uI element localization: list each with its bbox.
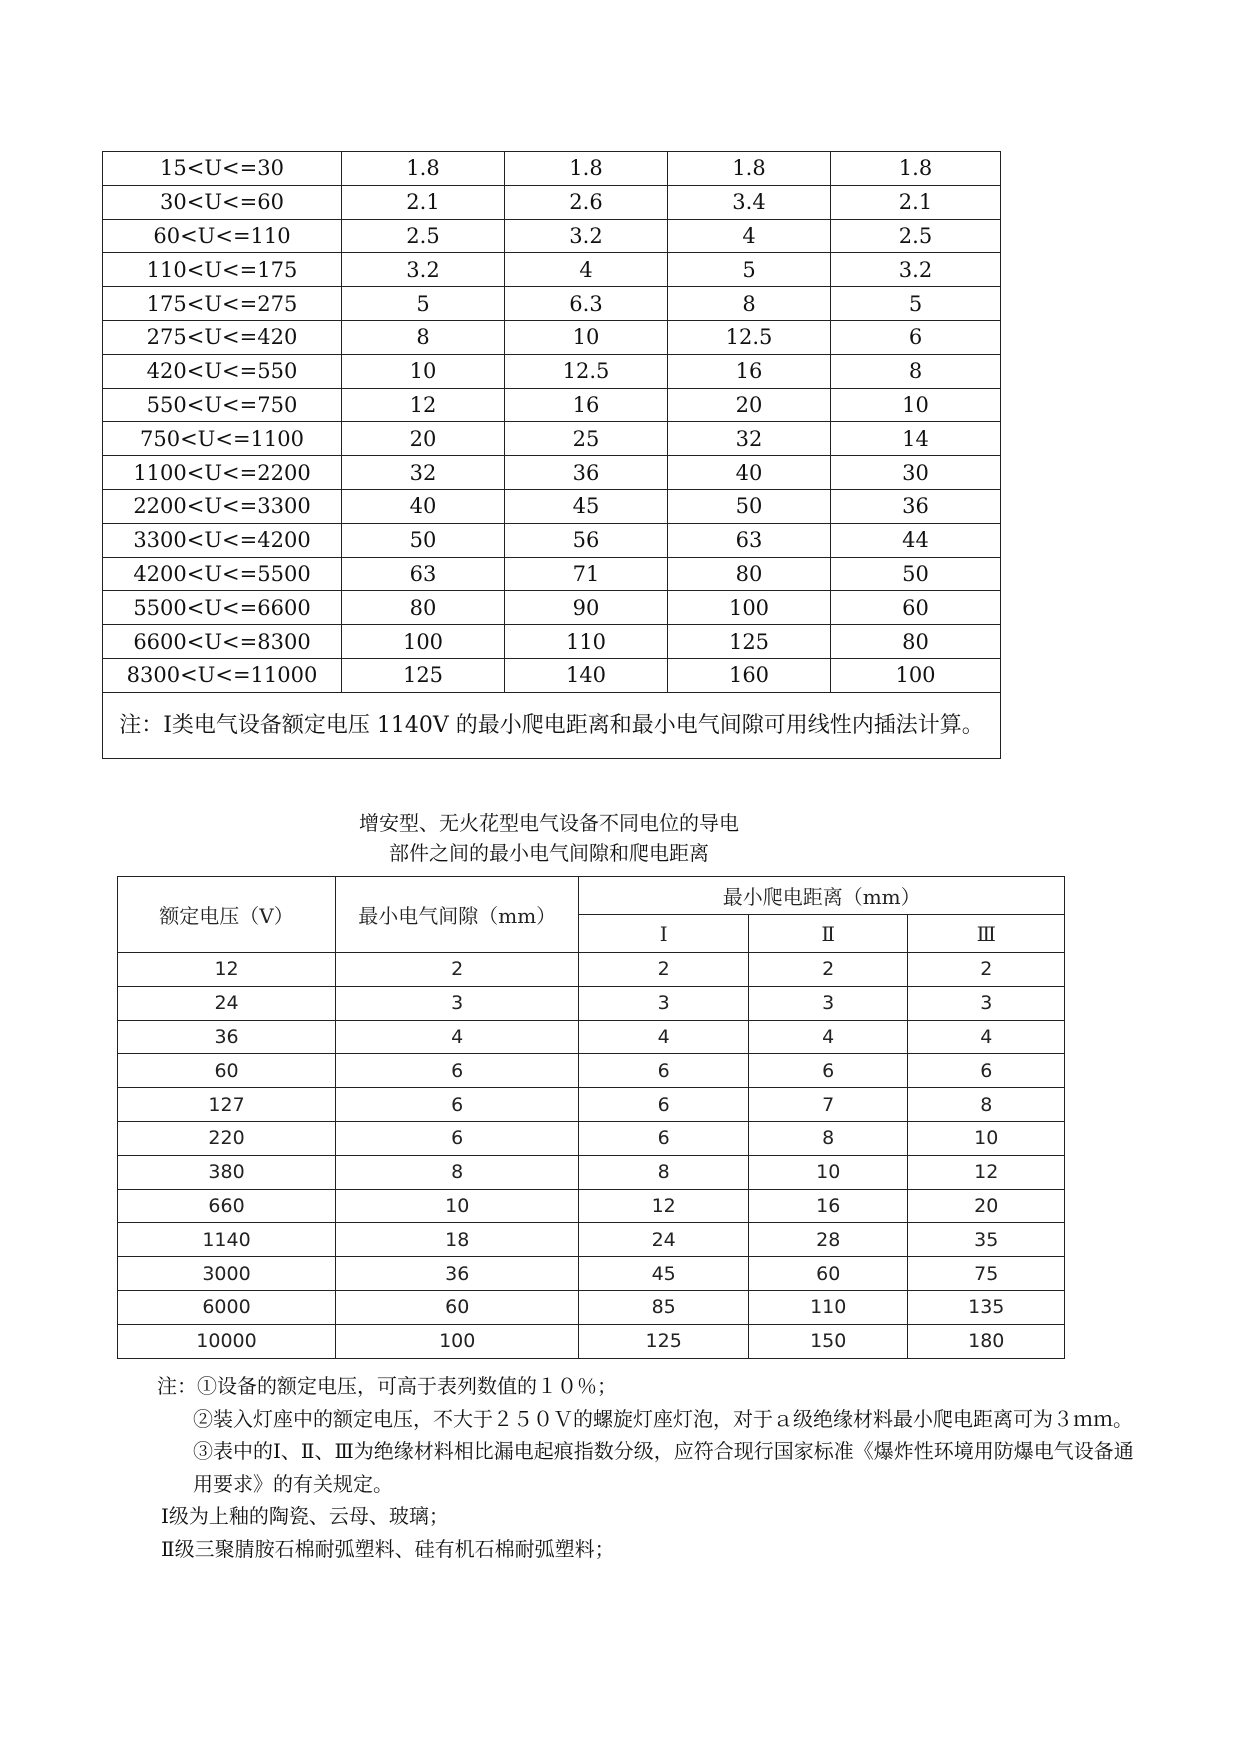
table-cell: 90 xyxy=(505,591,668,625)
table-cell: 5 xyxy=(668,253,831,287)
table-cell: 45 xyxy=(505,489,668,523)
table2-header-row xyxy=(118,877,1065,915)
table-cell: 2 xyxy=(336,953,579,987)
table-cell: 20 xyxy=(342,422,505,456)
table-row xyxy=(103,354,1001,388)
table-cell: 1.8 xyxy=(668,152,831,186)
table-cell: 6 xyxy=(831,320,1001,354)
table-cell: 220 xyxy=(118,1121,336,1155)
table-cell: 20 xyxy=(668,388,831,422)
table-cell: 7 xyxy=(748,1088,908,1122)
table-cell: 275<U<=420 xyxy=(103,320,342,354)
voltage-header: 额定电压（V） xyxy=(118,877,336,953)
table-cell: 5 xyxy=(831,287,1001,321)
table-cell: 24 xyxy=(118,986,336,1020)
table-cell: 6600<U<=8300 xyxy=(103,625,342,659)
creepage-header: 最小爬电距离（mm） xyxy=(579,877,1065,915)
table-cell: 3300<U<=4200 xyxy=(103,523,342,557)
grade-header-iii: Ⅲ xyxy=(908,915,1065,953)
table-cell: 6 xyxy=(579,1121,749,1155)
table-cell: 56 xyxy=(505,523,668,557)
table-cell: 4 xyxy=(579,1020,749,1054)
table-cell: 127 xyxy=(118,1088,336,1122)
table-row xyxy=(103,591,1001,625)
table-row xyxy=(118,1088,1065,1122)
table-cell: 12.5 xyxy=(505,354,668,388)
table-cell: 10 xyxy=(748,1155,908,1189)
table-cell: 6000 xyxy=(118,1290,336,1324)
table-cell: 3 xyxy=(579,986,749,1020)
table-cell: 32 xyxy=(342,456,505,490)
table-cell: 420<U<=550 xyxy=(103,354,342,388)
table-cell: 8300<U<=11000 xyxy=(103,658,342,692)
table-cell: 12 xyxy=(118,953,336,987)
table-cell: 135 xyxy=(908,1290,1065,1324)
table-row xyxy=(118,1189,1065,1223)
table-cell: 8 xyxy=(579,1155,749,1189)
table-cell: 2.5 xyxy=(831,219,1001,253)
table-cell: 10000 xyxy=(118,1324,336,1358)
table-cell: 2 xyxy=(748,953,908,987)
table-cell: 4 xyxy=(336,1020,579,1054)
table-cell: 175<U<=275 xyxy=(103,287,342,321)
table-cell: 12.5 xyxy=(668,320,831,354)
table-cell: 24 xyxy=(579,1223,749,1257)
table-row xyxy=(103,185,1001,219)
table-cell: 80 xyxy=(668,557,831,591)
table-cell: 380 xyxy=(118,1155,336,1189)
note-2: ②装入灯座中的额定电压，不大于２５０Ｖ的螺旋灯座灯泡，对于ａ级绝缘材料最小爬电距离可为３ｍｍ。 xyxy=(193,1406,1133,1431)
table-cell: 2 xyxy=(579,953,749,987)
table-cell: 1.8 xyxy=(831,152,1001,186)
table-cell: 3.2 xyxy=(342,253,505,287)
table-cell: 30 xyxy=(831,456,1001,490)
table-cell: 15<U<=30 xyxy=(103,152,342,186)
table-cell: 20 xyxy=(908,1189,1065,1223)
table-cell: 5 xyxy=(342,287,505,321)
table-cell: 6 xyxy=(336,1121,579,1155)
table-cell: 5500<U<=6600 xyxy=(103,591,342,625)
table-row xyxy=(103,489,1001,523)
table-cell: 8 xyxy=(342,320,505,354)
table-cell: 12 xyxy=(908,1155,1065,1189)
table-cell: 10 xyxy=(336,1189,579,1223)
table-cell: 180 xyxy=(908,1324,1065,1358)
table-row xyxy=(118,1223,1065,1257)
table-cell: 50 xyxy=(342,523,505,557)
table-cell: 125 xyxy=(342,658,505,692)
table-row xyxy=(118,1290,1065,1324)
table-cell: 1.8 xyxy=(342,152,505,186)
table-cell: 63 xyxy=(668,523,831,557)
note-3: ③表中的Ⅰ、Ⅱ、Ⅲ为绝缘材料相比漏电起痕指数分级，应符合现行国家标准《爆炸性环境用防爆电气设备通用要求》的有关规定。 xyxy=(193,1439,1134,1496)
table-row xyxy=(103,152,1001,186)
table-cell: 8 xyxy=(336,1155,579,1189)
table-row xyxy=(103,422,1001,456)
table-cell: 36 xyxy=(336,1257,579,1291)
table-cell: 10 xyxy=(342,354,505,388)
table-cell: 14 xyxy=(831,422,1001,456)
table-cell: 160 xyxy=(668,658,831,692)
table-cell: 50 xyxy=(668,489,831,523)
table1-note-row xyxy=(103,692,1001,758)
table-cell: 150 xyxy=(748,1324,908,1358)
table-cell: 750<U<=1100 xyxy=(103,422,342,456)
table-row xyxy=(103,456,1001,490)
notes-block xyxy=(117,1370,1137,1565)
table-cell: 8 xyxy=(748,1121,908,1155)
table2-caption-line1: 增安型、无火花型电气设备不同电位的导电 xyxy=(359,811,739,835)
table-cell: 10 xyxy=(831,388,1001,422)
table-row xyxy=(103,625,1001,659)
table-cell: 2 xyxy=(908,953,1065,987)
table-cell: 550<U<=750 xyxy=(103,388,342,422)
table-cell: 18 xyxy=(336,1223,579,1257)
grade-header-i: Ⅰ xyxy=(579,915,749,953)
table-cell: 80 xyxy=(831,625,1001,659)
table-cell: 44 xyxy=(831,523,1001,557)
table-cell: 85 xyxy=(579,1290,749,1324)
table-cell: 36 xyxy=(118,1020,336,1054)
table-cell: 2.1 xyxy=(831,185,1001,219)
table-cell: 140 xyxy=(505,658,668,692)
table-cell: 110 xyxy=(505,625,668,659)
table-cell: 4 xyxy=(668,219,831,253)
table-cell: 6 xyxy=(336,1054,579,1088)
table-cell: 50 xyxy=(831,557,1001,591)
table-row xyxy=(118,1054,1065,1088)
table-cell: 3.4 xyxy=(668,185,831,219)
table-row xyxy=(103,287,1001,321)
table-cell: 35 xyxy=(908,1223,1065,1257)
table-row xyxy=(103,658,1001,692)
table-cell: 3.2 xyxy=(831,253,1001,287)
table-cell: 16 xyxy=(668,354,831,388)
table-cell: 75 xyxy=(908,1257,1065,1291)
table-cell: 3 xyxy=(336,986,579,1020)
table-cell: 63 xyxy=(342,557,505,591)
table-cell: 3 xyxy=(908,986,1065,1020)
note-1: 注：①设备的额定电压，可高于表列数值的１０％； xyxy=(157,1374,617,1398)
table-cell: 125 xyxy=(668,625,831,659)
table-cell: 6 xyxy=(908,1054,1065,1088)
table-cell: 30<U<=60 xyxy=(103,185,342,219)
table-cell: 1140 xyxy=(118,1223,336,1257)
table-cell: 12 xyxy=(342,388,505,422)
table-cell: 6 xyxy=(336,1088,579,1122)
table-cell: 110 xyxy=(748,1290,908,1324)
table-cell: 2.1 xyxy=(342,185,505,219)
table-cell: 25 xyxy=(505,422,668,456)
table-cell: 16 xyxy=(505,388,668,422)
table-row xyxy=(103,523,1001,557)
table-cell: 3.2 xyxy=(505,219,668,253)
table-cell: 6 xyxy=(748,1054,908,1088)
table-cell: 10 xyxy=(908,1121,1065,1155)
table-cell: 1.8 xyxy=(505,152,668,186)
table-cell: 60 xyxy=(118,1054,336,1088)
table-row xyxy=(118,1020,1065,1054)
table2-caption-line2: 部件之间的最小电气间隙和爬电距离 xyxy=(389,841,709,865)
table-cell: 2.6 xyxy=(505,185,668,219)
table-cell: 36 xyxy=(505,456,668,490)
table-row xyxy=(118,1257,1065,1291)
table-cell: 3000 xyxy=(118,1257,336,1291)
table-cell: 8 xyxy=(908,1088,1065,1122)
table-cell: 16 xyxy=(748,1189,908,1223)
table-cell: 6 xyxy=(579,1088,749,1122)
table-cell: 3 xyxy=(748,986,908,1020)
table-cell: 10 xyxy=(505,320,668,354)
table-cell: 4200<U<=5500 xyxy=(103,557,342,591)
table-cell: 6 xyxy=(579,1054,749,1088)
clearance-creepage-table xyxy=(117,876,1065,1359)
table-cell: 60 xyxy=(336,1290,579,1324)
table-cell: 100 xyxy=(342,625,505,659)
table-row xyxy=(103,320,1001,354)
table-cell: 12 xyxy=(579,1189,749,1223)
note-grade-i: Ⅰ级为上釉的陶瓷、云母、玻璃； xyxy=(161,1504,449,1528)
table-cell: 8 xyxy=(831,354,1001,388)
table-cell: 60 xyxy=(748,1257,908,1291)
table-row xyxy=(118,986,1065,1020)
table-row xyxy=(118,953,1065,987)
table-cell: 8 xyxy=(668,287,831,321)
table-cell: 32 xyxy=(668,422,831,456)
table-cell: 4 xyxy=(748,1020,908,1054)
creepage-table-class-i xyxy=(102,151,1001,759)
table-row xyxy=(103,557,1001,591)
table-row xyxy=(118,1155,1065,1189)
clearance-header: 最小电气间隙（mm） xyxy=(336,877,579,953)
table-cell: 125 xyxy=(579,1324,749,1358)
table-row xyxy=(118,1121,1065,1155)
grade-header-ii: Ⅱ xyxy=(748,915,908,953)
table-cell: 660 xyxy=(118,1189,336,1223)
table-cell: 28 xyxy=(748,1223,908,1257)
table1-note: 注：Ⅰ类电气设备额定电压 1140V 的最小爬电距离和最小电气间隙可用线性内插法计算。 xyxy=(103,692,1001,758)
table2-caption xyxy=(104,808,1044,868)
table-cell: 6.3 xyxy=(505,287,668,321)
table-cell: 4 xyxy=(908,1020,1065,1054)
table-cell: 45 xyxy=(579,1257,749,1291)
table-cell: 60<U<=110 xyxy=(103,219,342,253)
table-cell: 100 xyxy=(668,591,831,625)
table-row xyxy=(103,219,1001,253)
table-cell: 100 xyxy=(336,1324,579,1358)
table-cell: 100 xyxy=(831,658,1001,692)
table-row xyxy=(118,1324,1065,1358)
note-grade-ii: Ⅱ级三聚腈胺石棉耐弧塑料、硅有机石棉耐弧塑料； xyxy=(161,1536,615,1561)
table-cell: 4 xyxy=(505,253,668,287)
table-cell: 2.5 xyxy=(342,219,505,253)
table-row xyxy=(103,253,1001,287)
table-cell: 80 xyxy=(342,591,505,625)
table-cell: 40 xyxy=(342,489,505,523)
table-cell: 2200<U<=3300 xyxy=(103,489,342,523)
table-cell: 36 xyxy=(831,489,1001,523)
table-cell: 71 xyxy=(505,557,668,591)
table-cell: 1100<U<=2200 xyxy=(103,456,342,490)
table-cell: 60 xyxy=(831,591,1001,625)
table-cell: 110<U<=175 xyxy=(103,253,342,287)
table-row xyxy=(103,388,1001,422)
table-cell: 40 xyxy=(668,456,831,490)
